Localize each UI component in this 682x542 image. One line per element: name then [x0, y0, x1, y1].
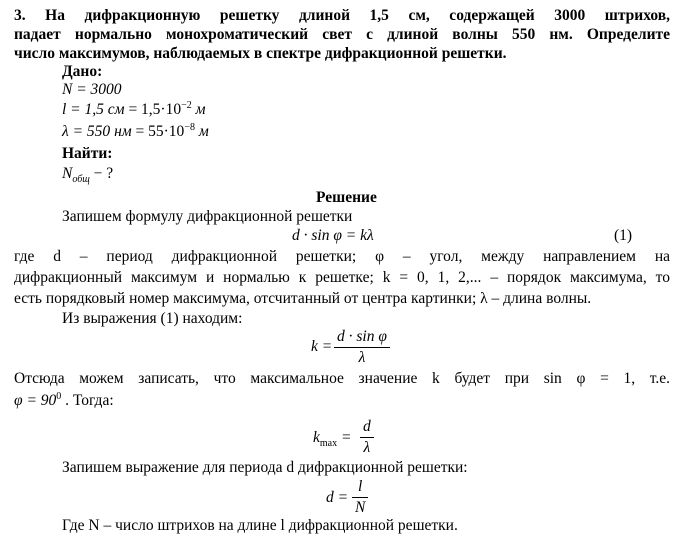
equation-2-fraction — [334, 327, 390, 368]
problem-line-2: падает нормально монохроматический свет с длиной волны 550 нм. Определите — [14, 26, 670, 43]
phi-equals: φ = 90 — [14, 392, 57, 409]
given-lambda-exp: −8 — [184, 121, 195, 133]
equation-3-sub: max — [319, 438, 338, 450]
solution-p2-line-1: где d – период дифракционной решетки; φ – угол, между направлением на — [14, 248, 670, 265]
find-expression — [62, 164, 113, 184]
solution-p4-line-1: Отсюда можем записать, что максимальное значение k будет при sin φ = 1, т.е. — [14, 370, 670, 387]
equation-4-fraction — [352, 477, 368, 518]
then-text: . Тогда: — [61, 392, 114, 409]
solution-p3: Из выражения (1) находим: — [62, 310, 243, 327]
solution-p6: Где N – число штрихов на длине l дифракционной решетки. — [62, 517, 458, 534]
solution-p2-line-2: дифракционный максимум и нормалью к решетке; k = 0, 1, 2,... – порядок максимума, то — [14, 269, 670, 286]
given-lambda — [62, 122, 209, 142]
solution-p2-line-3: есть порядковый номер максимума, отсчитанный от центра картинки; λ – длина волны. — [14, 290, 592, 307]
degree-sup: 0 — [56, 390, 62, 402]
given-n: N = 3000 — [62, 81, 122, 98]
equation-2-denominator: λ — [358, 349, 366, 366]
given-length-unit-cm: см — [107, 101, 125, 118]
find-sub: общ — [72, 174, 90, 186]
problem-line-1: 3. На дифракционную решетку длиной 1,5 см, содержащей 3000 штрихов, — [14, 7, 670, 24]
given-lambda-unit-m: м — [198, 123, 209, 140]
equation-3-fraction — [360, 417, 374, 458]
given-lambda-lhs: λ = 550 — [62, 123, 111, 140]
equation-3-k: k — [313, 429, 320, 446]
given-lambda-mid: = 55·10 — [135, 123, 185, 140]
solution-heading: Решение — [316, 189, 377, 206]
equation-4-denominator: N — [355, 499, 366, 516]
equation-2-numerator: d · sin φ — [337, 328, 387, 345]
find-var: N — [62, 165, 73, 182]
problem-line-3: число максимумов, наблюдаемых в спектре дифракционной решетки. — [14, 45, 507, 62]
find-heading: Найти: — [62, 145, 113, 162]
equation-3-lhs — [313, 428, 351, 448]
solution-p1: Запишем формулу дифракционной решетки — [62, 208, 353, 225]
equation-4-numerator: l — [358, 478, 363, 495]
solution-p4-line-2 — [14, 391, 114, 411]
given-heading: Дано: — [62, 63, 103, 80]
solution-p5: Запишем выражение для периода d дифракционной решетки: — [62, 459, 468, 476]
given-length-lhs: l = 1,5 — [62, 101, 104, 118]
given-length-unit-m: м — [195, 101, 206, 118]
equation-3-eq: = — [337, 429, 352, 446]
given-length — [62, 100, 206, 120]
equation-3-denominator: λ — [363, 439, 371, 456]
equation-3-numerator: d — [363, 418, 371, 435]
equation-4-lhs: d = — [326, 489, 349, 506]
equation-1-number: (1) — [614, 227, 633, 244]
given-length-mid: = 1,5·10 — [128, 101, 182, 118]
equation-2-lhs: k = — [311, 338, 333, 355]
given-lambda-unit-nm: нм — [114, 123, 132, 140]
equation-1: d · sin φ = kλ — [292, 227, 374, 244]
find-question: − ? — [89, 165, 114, 182]
given-length-exp: −2 — [181, 99, 192, 111]
